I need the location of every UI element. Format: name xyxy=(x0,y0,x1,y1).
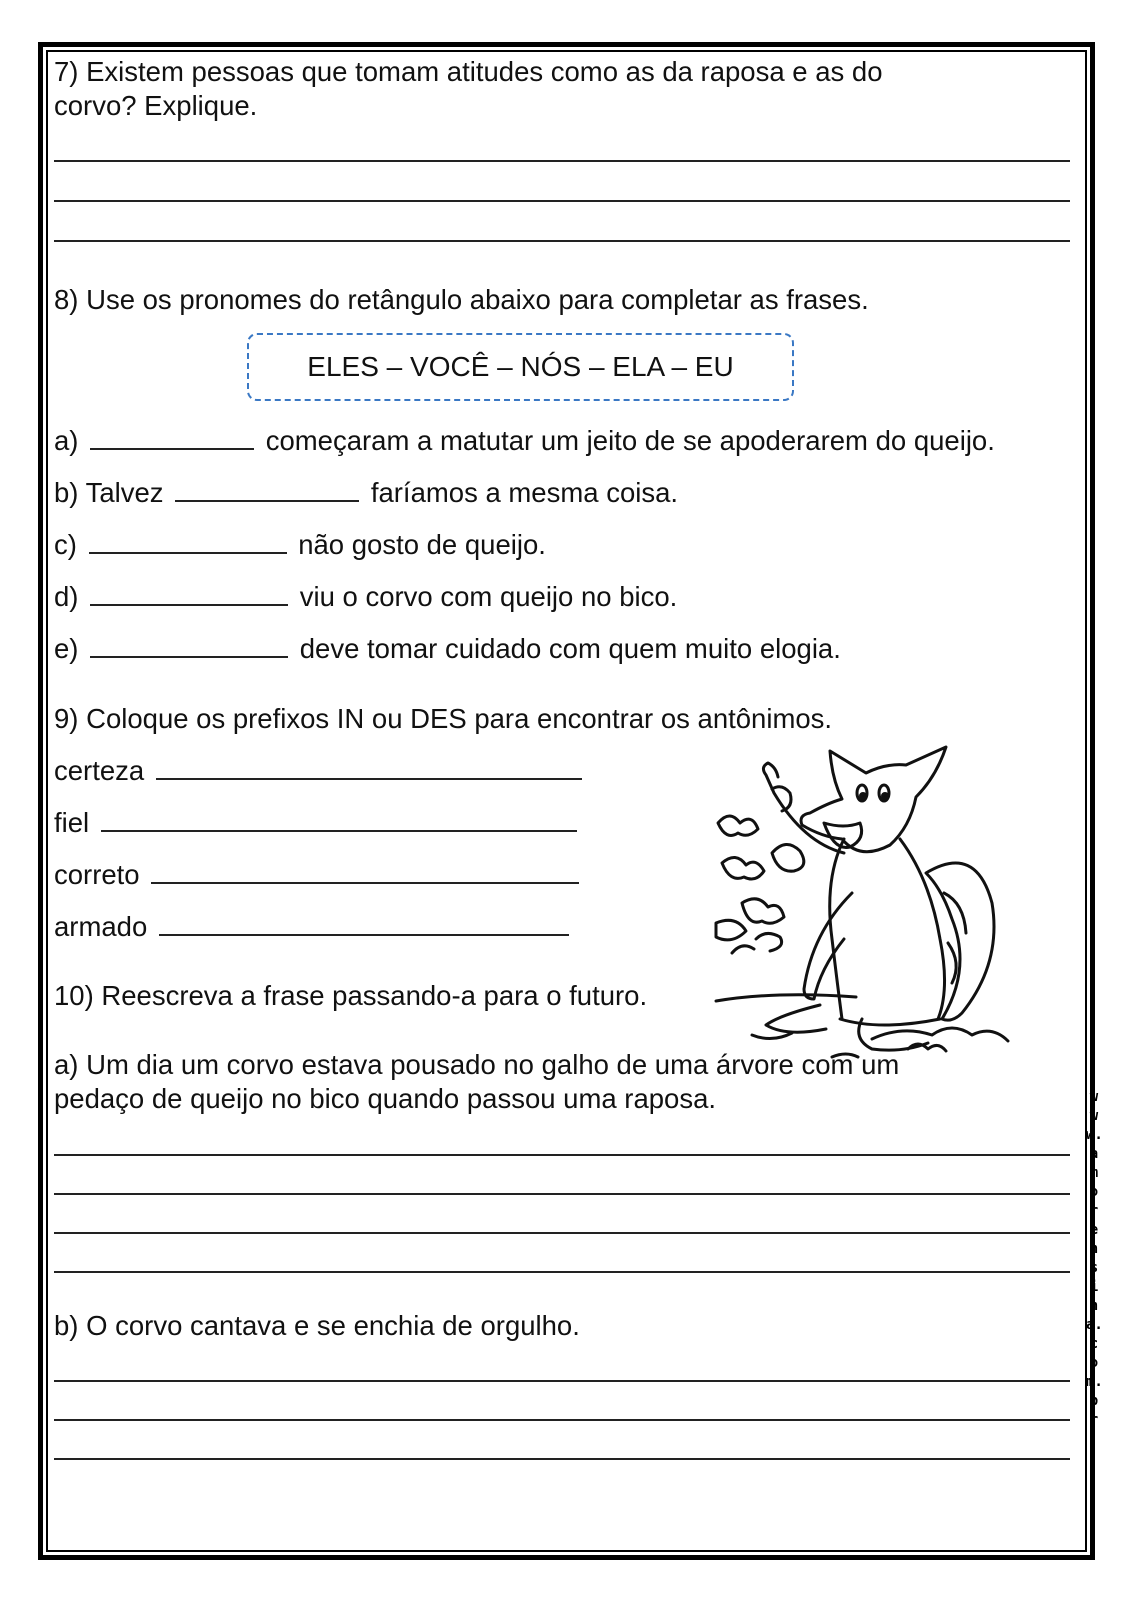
q10-b-text: b) O corvo cantava e se enchia de orgulho. xyxy=(54,1310,580,1341)
q10-title: 10) Reescreva a frase passando-a para o futuro. xyxy=(54,980,648,1011)
q9-word-4-blank[interactable] xyxy=(159,910,569,936)
q9-word-4-label: armado xyxy=(54,911,148,942)
q10-a-answer-line-1[interactable] xyxy=(54,1154,1070,1156)
q10-a-line-2: pedaço de queijo no bico quando passou uma raposa. xyxy=(54,1083,717,1114)
q7-text-line-1: 7) Existem pessoas que tomam atitudes como as da raposa e as do xyxy=(54,56,883,87)
q8-item-a-prefix: a) xyxy=(54,425,79,456)
q8-item-b-before: Talvez xyxy=(85,477,164,508)
q8-item-a xyxy=(54,424,995,458)
q10-a-answer-line-4[interactable] xyxy=(54,1271,1070,1273)
q10-a-line-1: a) Um dia um corvo estava pousado no galho de uma árvore com um xyxy=(54,1049,900,1080)
q9-word-1 xyxy=(54,754,586,788)
q7-answer-line-1[interactable] xyxy=(54,160,1070,162)
q9-word-1-blank[interactable] xyxy=(156,754,582,780)
q10-a-answer-line-3[interactable] xyxy=(54,1232,1070,1234)
q9-word-2-label: fiel xyxy=(54,807,90,838)
q9-word-2 xyxy=(54,806,581,840)
q9-title: 9) Coloque os prefixos IN ou DES para encontrar os antônimos. xyxy=(54,703,833,734)
q8-item-e-blank[interactable] xyxy=(90,632,288,658)
q7-answer-line-3[interactable] xyxy=(54,240,1070,242)
q8-item-c xyxy=(54,528,546,562)
q8-item-c-prefix: c) xyxy=(54,529,77,560)
q8-title: 8) Use os pronomes do retângulo abaixo para completar as frases. xyxy=(54,284,869,315)
q8-item-e xyxy=(54,632,841,666)
q7-answer-line-2[interactable] xyxy=(54,200,1070,202)
q8-item-c-blank[interactable] xyxy=(89,528,287,554)
fox-illustration xyxy=(712,743,1012,1065)
q8-item-e-text: deve tomar cuidado com quem muito elogia. xyxy=(299,633,841,664)
q9-word-3-label: correto xyxy=(54,859,140,890)
q8-item-d xyxy=(54,580,677,614)
q9-word-3 xyxy=(54,858,583,892)
q8-item-b-blank[interactable] xyxy=(175,476,359,502)
q8-item-d-blank[interactable] xyxy=(90,580,288,606)
q10-b-answer-line-3[interactable] xyxy=(54,1458,1070,1460)
q8-item-d-prefix: d) xyxy=(54,581,79,612)
q7-text-line-2: corvo? Explique. xyxy=(54,90,258,121)
q10-b-answer-line-2[interactable] xyxy=(54,1419,1070,1421)
q8-item-d-text: viu o corvo com queijo no bico. xyxy=(299,581,678,612)
pronoun-box: ELES – VOCÊ – NÓS – ELA – EU xyxy=(247,333,794,401)
q8-item-b-prefix: b) xyxy=(54,477,79,508)
q8-item-c-text: não gosto de queijo. xyxy=(298,529,546,560)
q8-item-a-blank[interactable] xyxy=(90,424,254,450)
q8-item-e-prefix: e) xyxy=(54,633,79,664)
site-watermark: www.amorensina.com.br xyxy=(1086,1089,1103,1428)
q8-item-a-text: começaram a matutar um jeito de se apoderarem do queijo. xyxy=(265,425,995,456)
q9-word-3-blank[interactable] xyxy=(151,858,579,884)
q9-word-1-label: certeza xyxy=(54,755,145,786)
q9-word-4 xyxy=(54,910,573,944)
q10-a-answer-line-2[interactable] xyxy=(54,1193,1070,1195)
q9-word-2-blank[interactable] xyxy=(101,806,577,832)
q8-item-b-text: faríamos a mesma coisa. xyxy=(370,477,679,508)
q8-item-b xyxy=(54,476,678,510)
q10-b-answer-line-1[interactable] xyxy=(54,1380,1070,1382)
